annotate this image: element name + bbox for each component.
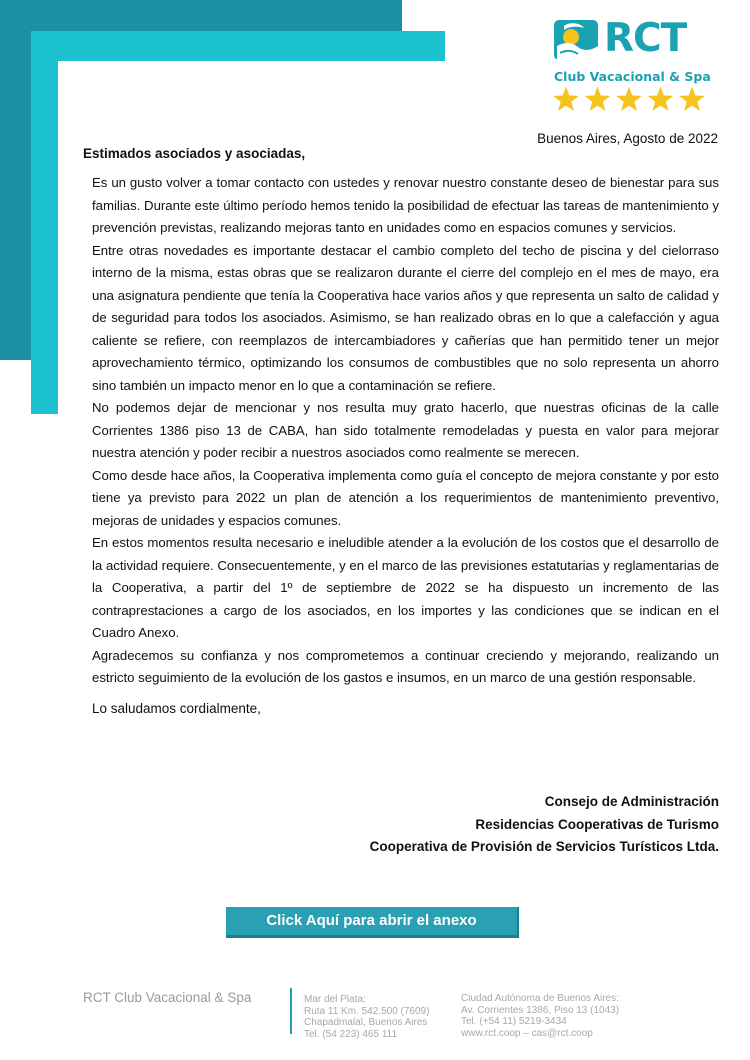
- paragraph-1: Es un gusto volver a tomar contacto con ustedes y renovar nuestro constante deseo de bienestar para sus familias. Durante este último período hemos tenido la posibilidad de efectuar las tareas de mantenimiento y prevención previstas, realizando mejoras tanto en unidades como en espacios comunes y servicios.: [92, 175, 719, 235]
- footer-mdp-phone: Tel. (54 223) 465 111: [304, 1028, 398, 1040]
- footer-divider: [290, 988, 292, 1034]
- star-icon: [585, 87, 611, 111]
- logo-tagline: Club Vacacional & Spa: [554, 69, 711, 84]
- paragraph-3: No podemos dejar de mencionar y nos resulta muy grato hacerlo, que nuestras oficinas de la calle Corrientes 1386 piso 13 de CABA, han sido totalmente remodeladas y puesta en valor para mejorar nuestra atención y poder recibir a nuestros asociados como realmente se merecen.: [92, 400, 719, 460]
- paragraph-2: Entre otras novedades es importante destacar el cambio completo del techo de piscina y del cielorraso interno de la misma, estas obras que se realizaron durante el cierre del complejo en el mes de mayo, era una asignatura pendiente que tenía la Cooperativa hace varios años y que representa un salto de calidad y de seguridad para todos los asociados. Asimismo, se han realizado obras en lo que a calefacción y agua caliente se refiere, con reemplazos de intercambiadores y cañerías que han permitido tener un mejor aprovechamiento térmico, optimizando los consumos de combustibles que no solo representa un ahorro sino también un impacto menor en lo que a contaminación se refiere.: [92, 242, 719, 393]
- star-icon: [679, 87, 705, 111]
- footer-mar-del-plata: [304, 994, 429, 1040]
- paragraph-5: En estos momentos resulta necesario e ineludible atender a la evolución de los costos que el desarrollo de la actividad requiere. Consecuentemente, y en el marco de las previsiones estatutarias y reglamentarias de la Cooperativa, a partir del 1º de septiembre de 2022 se ha dispuesto un incremento de las contraprestaciones a cargo de los asociados, en los importes y las condiciones que se indican en el Cuadro Anexo.: [92, 535, 719, 640]
- star-icon: [648, 87, 674, 111]
- star-icon: [553, 87, 579, 111]
- footer-caba-contact[interactable]: www.rct.coop – cas@rct.coop: [461, 1027, 593, 1039]
- footer-caba-line: Ciudad Autónoma de Buenos Aires:: [461, 993, 619, 1004]
- letter-greeting: Estimados asociados y asociadas,: [83, 146, 306, 161]
- signature-line-2: Residencias Cooperativas de Turismo: [475, 816, 719, 832]
- logo-wordmark: RCT: [604, 16, 687, 61]
- paragraph-4: Como desde hace años, la Cooperativa implementa como guía el concepto de mejora constante y por esto tiene ya previsto para 2022 un plan de atención a los requerimientos de mantenimiento preventivo, mejoras de unidades y espacios comunes.: [92, 467, 719, 528]
- footer-caba: [461, 993, 619, 1039]
- letter-body: [92, 172, 719, 690]
- footer-mdp-line: Mar del Plata:: [304, 994, 366, 1005]
- sun-sea-icon: [554, 20, 598, 60]
- footer-mdp-line: Ruta 11 Km. 542.500 (7609): [304, 1005, 430, 1017]
- paragraph-6: Agradecemos su confianza y nos comprometemos a continuar creciendo y mejorando, realizando un estricto seguimiento de la evolución de los gastos e insumos, en un marco de una gestión responsable.: [92, 647, 719, 685]
- footer-brand: RCT Club Vacacional & Spa: [83, 990, 252, 1005]
- signature-line-3: Cooperativa de Provisión de Servicios Turísticos Ltda.: [369, 839, 719, 854]
- star-icon: [616, 87, 642, 111]
- rating-stars: [550, 86, 710, 114]
- letter-date: Buenos Aires, Agosto de 2022: [537, 131, 718, 146]
- footer-caba-phone: Tel. (+54 11) 5219-3434: [461, 1016, 567, 1028]
- rct-logo: [550, 18, 710, 118]
- signature-line-1: Consejo de Administración: [544, 794, 719, 809]
- footer-mdp-line: Chapadmalal, Buenos Aires: [304, 1017, 428, 1029]
- signature-block: [370, 791, 719, 859]
- footer-caba-line: Av. Corrientes 1386, Piso 13 (1043): [461, 1004, 620, 1016]
- letter-farewell: Lo saludamos cordialmente,: [92, 701, 261, 716]
- open-annex-button[interactable]: Click Aquí para abrir el anexo: [226, 907, 519, 938]
